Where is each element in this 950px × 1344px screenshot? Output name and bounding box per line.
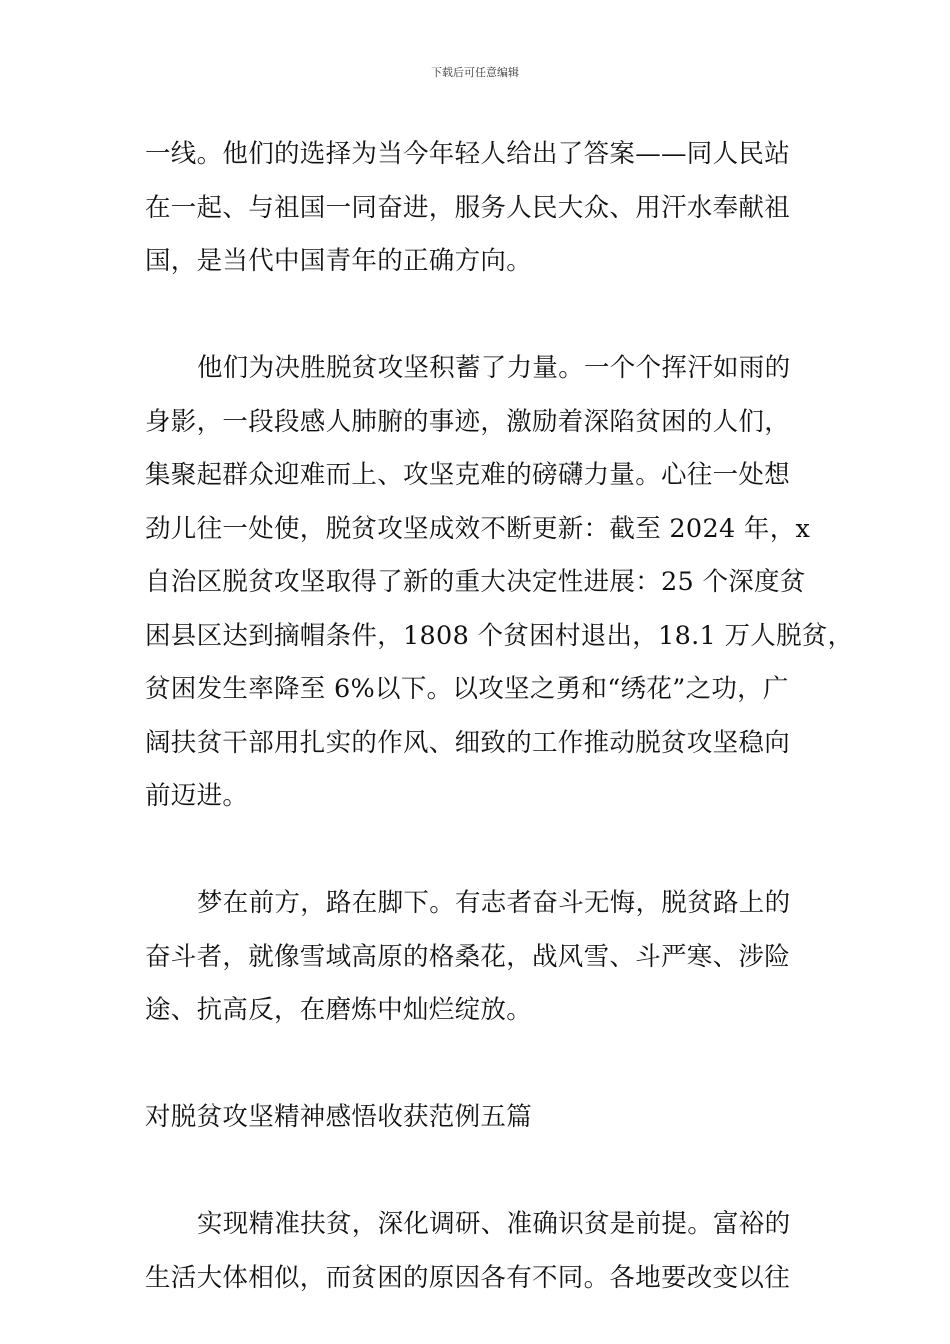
text-line: 困县区达到摘帽条件，1808 个贫困村退出，18.1 万人脱贫， [145,620,854,651]
text-line: 实现精准扶贫，深化调研、准确识贫是前提。富裕的 [197,1209,791,1239]
text-line: 途、抗高反，在磨炼中灿烂绽放。 [145,995,533,1025]
paragraph-gap [145,289,815,343]
text-line: 集聚起群众迎难而上、攻坚克难的磅礴力量。心往一处想 [145,460,791,490]
document-body [145,128,854,1305]
text-line: 在一起、与祖国一同奋进，服务人民大众、用汗水奉献祖 [145,192,791,223]
text-line: 国，是当代中国青年的正确方向。 [145,246,533,276]
text-line: 自治区脱贫攻坚取得了新的重大决定性进展：25 个深度贫 [145,567,806,597]
text-line: 奋斗者，就像雪域高原的格桑花，战风雪、斗严寒、涉险 [145,941,791,972]
text-line: 梦在前方，路在脚下。有志者奋斗无悔，脱贫路上的 [197,888,791,918]
paragraph-gap [145,1038,815,1092]
section-heading [145,1091,815,1145]
text-line: 身影，一段段感人肺腑的事迹，激励着深陷贫困的人们， [145,406,791,437]
text-line: 贫困发生率降至 6%以下。以攻坚之勇和“绣花”之功，广 [145,674,789,704]
text-line: 前迈进。 [145,781,249,811]
page-header-note: 下载后可任意编辑 [431,66,519,79]
paragraph-gap [145,824,815,878]
text-line: 阔扶贫干部用扎实的作风、细致的工作推动脱贫攻坚稳向 [145,727,791,758]
paragraph-1 [145,128,815,289]
text-line: 劲儿往一处使，脱贫攻坚成效不断更新：截至 2024 年，x [145,513,811,544]
paragraph-2 [145,342,854,824]
paragraph-3 [145,877,815,1038]
section-heading-text: 对脱贫攻坚精神感悟收获范例五篇 [145,1102,533,1132]
text-line: 生活大体相似，而贫困的原因各有不同。各地要改变以往 [145,1262,791,1293]
text-line: 一线。他们的选择为当今年轻人给出了答案——同人民站 [145,139,791,169]
paragraph-5 [145,1198,815,1305]
paragraph-gap [145,1145,815,1199]
text-line: 他们为决胜脱贫攻坚积蓄了力量。一个个挥汗如雨的 [197,353,791,383]
